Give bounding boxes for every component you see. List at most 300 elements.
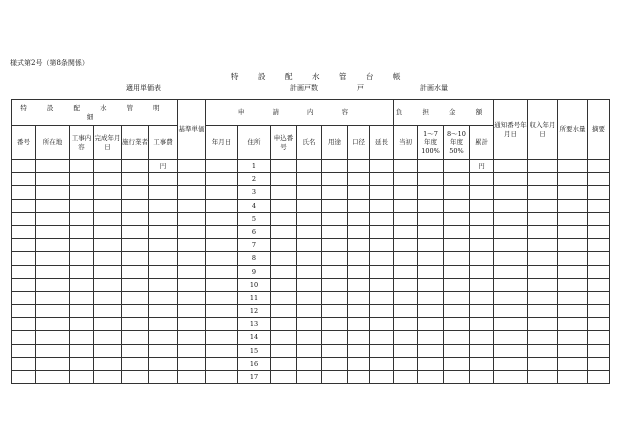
table-cell	[94, 173, 122, 186]
table-cell	[206, 331, 238, 344]
table-cell	[394, 199, 418, 212]
table-cell	[70, 199, 94, 212]
table-cell	[271, 239, 297, 252]
application-number-cell: 10	[238, 278, 271, 291]
table-cell	[528, 291, 558, 304]
table-cell	[149, 357, 178, 370]
table-cell	[558, 186, 588, 199]
table-cell	[297, 318, 322, 331]
table-cell	[122, 265, 149, 278]
table-cell	[297, 305, 322, 318]
table-cell	[271, 173, 297, 186]
table-cell	[348, 331, 370, 344]
table-cell	[322, 371, 348, 384]
table-cell	[348, 186, 370, 199]
table-cell	[528, 173, 558, 186]
table-cell	[444, 160, 470, 173]
table-row	[12, 265, 610, 278]
table-cell	[297, 225, 322, 238]
table-cell	[588, 252, 610, 265]
application-number-cell: 2	[238, 173, 271, 186]
table-cell	[470, 344, 494, 357]
table-cell	[348, 305, 370, 318]
table-cell	[348, 265, 370, 278]
table-cell	[348, 199, 370, 212]
col-diameter: 口径	[348, 126, 370, 160]
table-cell	[558, 212, 588, 225]
table-cell	[36, 160, 70, 173]
table-cell	[206, 344, 238, 357]
table-cell	[348, 173, 370, 186]
table-cell	[370, 186, 394, 199]
table-cell	[122, 239, 149, 252]
table-cell	[206, 225, 238, 238]
table-cell	[178, 199, 206, 212]
table-cell	[528, 278, 558, 291]
col-1to7-year: 年度	[424, 138, 437, 147]
table-cell	[348, 291, 370, 304]
table-cell	[36, 239, 70, 252]
table-cell	[558, 344, 588, 357]
application-number-cell: 17	[238, 371, 271, 384]
table-row	[12, 357, 610, 370]
application-number-cell: 8	[238, 252, 271, 265]
table-cell	[444, 199, 470, 212]
table-cell	[470, 199, 494, 212]
table-cell	[297, 344, 322, 357]
col-1to7-rate: 100%	[421, 146, 440, 155]
table-cell	[271, 265, 297, 278]
table-cell	[149, 239, 178, 252]
table-cell	[588, 291, 610, 304]
table-cell	[558, 291, 588, 304]
table-cell	[418, 186, 444, 199]
table-cell	[370, 160, 394, 173]
table-cell	[94, 357, 122, 370]
table-cell	[271, 199, 297, 212]
table-row	[12, 252, 610, 265]
table-cell	[178, 173, 206, 186]
table-cell	[178, 265, 206, 278]
table-cell	[149, 212, 178, 225]
table-cell	[588, 278, 610, 291]
table-cell	[12, 278, 36, 291]
table-cell	[36, 371, 70, 384]
table-row	[12, 318, 610, 331]
table-cell	[178, 252, 206, 265]
table-cell	[70, 173, 94, 186]
table-cell	[70, 305, 94, 318]
table-cell	[348, 318, 370, 331]
table-cell	[470, 278, 494, 291]
table-cell	[528, 357, 558, 370]
table-cell	[322, 331, 348, 344]
table-cell	[528, 186, 558, 199]
table-cell	[558, 160, 588, 173]
table-cell	[470, 305, 494, 318]
table-cell	[370, 357, 394, 370]
table-cell	[348, 252, 370, 265]
col-contractor: 施行業者	[122, 126, 149, 160]
table-cell	[206, 265, 238, 278]
table-cell	[149, 173, 178, 186]
table-cell	[558, 239, 588, 252]
table-cell	[394, 225, 418, 238]
title-char: 帳	[393, 72, 401, 81]
table-cell	[444, 344, 470, 357]
table-cell	[271, 318, 297, 331]
table-cell	[36, 173, 70, 186]
table-cell	[122, 252, 149, 265]
table-cell	[394, 357, 418, 370]
col-number: 番号	[12, 126, 36, 160]
table-cell	[470, 186, 494, 199]
table-cell	[494, 160, 528, 173]
table-cell	[528, 331, 558, 344]
table-cell	[12, 239, 36, 252]
table-cell	[558, 252, 588, 265]
table-cell	[470, 291, 494, 304]
col-1to7-range: 1〜7	[423, 130, 438, 139]
planned-households-label: 計画戸数	[290, 84, 318, 92]
table-cell	[271, 278, 297, 291]
table-cell	[494, 212, 528, 225]
table-cell	[558, 265, 588, 278]
table-row	[12, 212, 610, 225]
table-cell	[470, 331, 494, 344]
table-cell	[470, 357, 494, 370]
table-cell	[70, 239, 94, 252]
table-cell	[322, 225, 348, 238]
table-cell	[588, 212, 610, 225]
table-cell	[528, 344, 558, 357]
table-cell	[178, 331, 206, 344]
group-application-label: 申 請 内 容	[237, 108, 362, 117]
table-cell	[271, 160, 297, 173]
table-cell	[322, 186, 348, 199]
table-cell	[394, 305, 418, 318]
table-cell	[122, 199, 149, 212]
table-row	[12, 239, 610, 252]
table-cell	[494, 305, 528, 318]
table-cell	[178, 305, 206, 318]
table-cell	[588, 331, 610, 344]
table-cell	[70, 344, 94, 357]
table-cell	[206, 318, 238, 331]
col-location: 所在地	[36, 126, 70, 160]
table-cell	[178, 371, 206, 384]
table-cell	[322, 239, 348, 252]
table-cell	[149, 344, 178, 357]
table-row	[12, 344, 610, 357]
table-cell	[70, 291, 94, 304]
table-cell	[178, 225, 206, 238]
table-cell	[178, 278, 206, 291]
table-cell	[470, 265, 494, 278]
table-cell	[206, 278, 238, 291]
application-number-cell: 5	[238, 212, 271, 225]
table-cell	[70, 318, 94, 331]
group-pipe-header	[12, 100, 178, 126]
table-cell	[370, 199, 394, 212]
table-cell	[206, 291, 238, 304]
table-row	[12, 199, 610, 212]
table-cell	[370, 265, 394, 278]
table-cell	[588, 357, 610, 370]
table-cell	[36, 357, 70, 370]
table-cell	[470, 239, 494, 252]
table-cell	[12, 305, 36, 318]
unit-price-table-label: 適用単価表	[126, 84, 161, 92]
application-number-cell: 15	[238, 344, 271, 357]
table-cell	[297, 212, 322, 225]
table-cell	[297, 252, 322, 265]
table-cell	[494, 318, 528, 331]
col-completion-date: 完成年月日	[94, 126, 122, 160]
table-cell	[94, 371, 122, 384]
table-cell	[122, 212, 149, 225]
table-cell	[322, 160, 348, 173]
table-cell	[297, 371, 322, 384]
table-cell	[370, 291, 394, 304]
table-cell	[70, 331, 94, 344]
table-cell	[322, 199, 348, 212]
title-char: 水	[312, 72, 320, 81]
table-cell	[122, 173, 149, 186]
table-cell	[94, 318, 122, 331]
table-cell	[297, 199, 322, 212]
table-cell	[206, 173, 238, 186]
table-cell	[370, 173, 394, 186]
table-cell	[36, 252, 70, 265]
table-cell	[418, 160, 444, 173]
table-cell	[470, 371, 494, 384]
table-cell	[94, 344, 122, 357]
table-cell	[122, 344, 149, 357]
table-cell	[70, 212, 94, 225]
table-cell	[494, 331, 528, 344]
table-cell	[348, 225, 370, 238]
table-cell	[70, 357, 94, 370]
table-cell	[444, 318, 470, 331]
table-row	[12, 160, 610, 173]
title-char: 配	[285, 72, 293, 81]
table-cell	[36, 344, 70, 357]
table-cell	[122, 186, 149, 199]
title-char: 台	[366, 72, 374, 81]
table-cell	[394, 331, 418, 344]
table-row	[12, 291, 610, 304]
table-cell	[494, 199, 528, 212]
table-cell	[70, 252, 94, 265]
table-cell	[297, 357, 322, 370]
table-cell	[418, 305, 444, 318]
table-cell	[494, 225, 528, 238]
table-cell	[418, 199, 444, 212]
table-cell	[470, 252, 494, 265]
table-cell	[12, 331, 36, 344]
table-cell	[444, 357, 470, 370]
table-cell	[348, 344, 370, 357]
table-cell	[122, 291, 149, 304]
table-cell	[418, 357, 444, 370]
household-unit-label: 戸	[357, 84, 364, 92]
table-cell	[271, 344, 297, 357]
table-cell	[149, 199, 178, 212]
table-cell	[149, 252, 178, 265]
table-cell	[394, 160, 418, 173]
table-cell	[394, 173, 418, 186]
table-cell	[206, 186, 238, 199]
table-cell	[122, 305, 149, 318]
table-cell	[418, 318, 444, 331]
table-cell	[206, 357, 238, 370]
table-cell	[36, 225, 70, 238]
table-cell	[94, 278, 122, 291]
table-cell	[394, 239, 418, 252]
table-cell	[94, 331, 122, 344]
table-cell	[271, 291, 297, 304]
table-cell	[149, 278, 178, 291]
table-cell	[394, 318, 418, 331]
table-cell	[70, 160, 94, 173]
table-cell	[206, 160, 238, 173]
required-water-header: 所要水量	[558, 100, 588, 160]
table-cell	[122, 371, 149, 384]
table-cell	[370, 212, 394, 225]
table-cell	[418, 291, 444, 304]
table-cell	[418, 331, 444, 344]
table-cell	[444, 371, 470, 384]
table-cell	[394, 371, 418, 384]
table-cell	[558, 357, 588, 370]
table-cell	[370, 278, 394, 291]
table-cell	[206, 371, 238, 384]
table-cell	[588, 305, 610, 318]
table-cell	[178, 291, 206, 304]
table-cell	[149, 291, 178, 304]
yen-unit: 円	[470, 160, 494, 173]
table-cell	[370, 252, 394, 265]
table-cell	[12, 291, 36, 304]
table-cell	[494, 265, 528, 278]
table-cell	[528, 225, 558, 238]
col-name: 氏名	[297, 126, 322, 160]
table-cell	[12, 357, 36, 370]
table-cell	[12, 186, 36, 199]
table-cell	[70, 278, 94, 291]
group-pipe-label: 特 設 配 水 管 明 細	[20, 104, 169, 121]
table-cell	[444, 305, 470, 318]
table-cell	[271, 212, 297, 225]
table-row	[12, 186, 610, 199]
col-work-content: 工事内容	[70, 126, 94, 160]
table-cell	[394, 344, 418, 357]
table-cell	[36, 186, 70, 199]
table-cell	[588, 173, 610, 186]
table-cell	[12, 199, 36, 212]
table-cell	[494, 278, 528, 291]
table-cell	[297, 186, 322, 199]
table-cell	[370, 344, 394, 357]
table-cell	[418, 212, 444, 225]
application-number-cell: 11	[238, 291, 271, 304]
table-cell	[444, 239, 470, 252]
table-cell	[297, 291, 322, 304]
table-cell	[470, 212, 494, 225]
table-cell	[271, 371, 297, 384]
yen-unit: 円	[149, 160, 178, 173]
table-cell	[394, 265, 418, 278]
table-cell	[94, 305, 122, 318]
table-cell	[94, 186, 122, 199]
col-8to10	[444, 126, 470, 160]
table-cell	[297, 265, 322, 278]
table-cell	[36, 331, 70, 344]
application-number-cell: 4	[238, 199, 271, 212]
col-1to7	[418, 126, 444, 160]
table-cell	[444, 331, 470, 344]
table-cell	[588, 225, 610, 238]
col-address: 住所	[238, 126, 271, 160]
table-cell	[444, 252, 470, 265]
table-cell	[12, 318, 36, 331]
table-cell	[558, 199, 588, 212]
application-number-cell: 3	[238, 186, 271, 199]
title-char: 管	[339, 72, 347, 81]
col-8to10-year: 年度	[450, 138, 463, 147]
table-cell	[12, 173, 36, 186]
table-cell	[322, 318, 348, 331]
table-cell	[470, 225, 494, 238]
table-cell	[12, 160, 36, 173]
table-cell	[94, 199, 122, 212]
table-cell	[394, 186, 418, 199]
table-cell	[494, 371, 528, 384]
col-extension: 延長	[370, 126, 394, 160]
table-cell	[322, 252, 348, 265]
table-cell	[94, 212, 122, 225]
table-cell	[494, 239, 528, 252]
table-cell	[149, 371, 178, 384]
table-cell	[12, 265, 36, 278]
table-cell	[122, 357, 149, 370]
table-cell	[178, 160, 206, 173]
table-cell	[36, 318, 70, 331]
col-8to10-rate: 50%	[449, 146, 464, 155]
table-cell	[558, 278, 588, 291]
group-application-header	[206, 100, 394, 126]
table-cell	[418, 239, 444, 252]
table-cell	[470, 318, 494, 331]
table-cell	[36, 212, 70, 225]
table-cell	[178, 239, 206, 252]
table-cell	[178, 344, 206, 357]
table-cell	[122, 278, 149, 291]
table-cell	[558, 225, 588, 238]
table-row	[12, 331, 610, 344]
table-cell	[588, 160, 610, 173]
table-cell	[206, 239, 238, 252]
table-cell	[418, 252, 444, 265]
table-cell	[370, 331, 394, 344]
table-cell	[297, 160, 322, 173]
table-cell	[348, 239, 370, 252]
table-cell	[418, 173, 444, 186]
table-cell	[528, 371, 558, 384]
table-cell	[94, 265, 122, 278]
table-cell	[348, 160, 370, 173]
